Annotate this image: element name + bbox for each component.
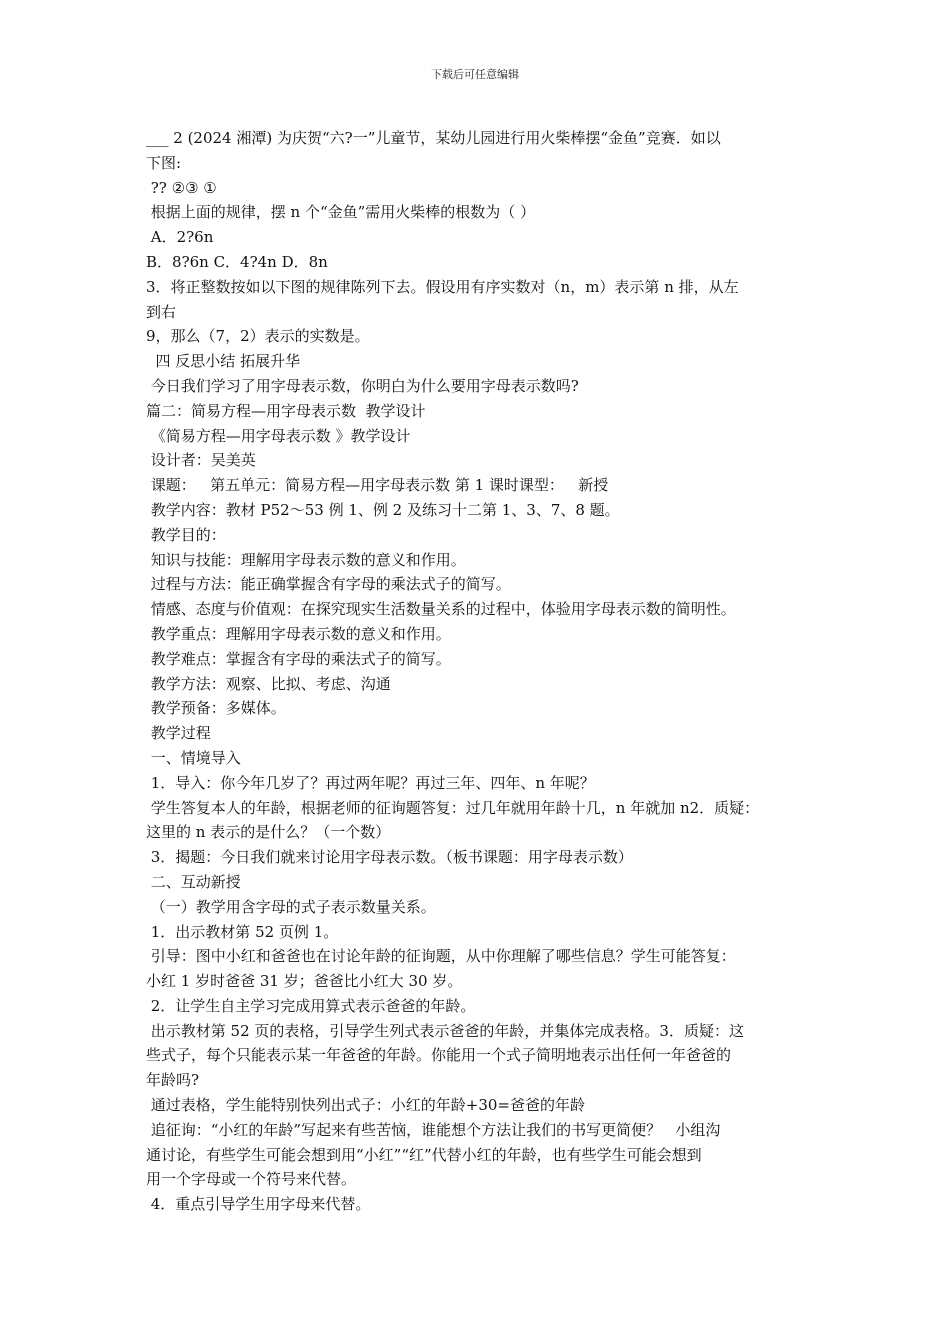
text-line: 追征询：“小红的年龄”写起来有些苦恼，谁能想个方法让我们的书写更简便？ 小组沟 — [146, 1120, 721, 1139]
text-line: 1．出示教材第 52 页例 1。 — [146, 922, 339, 941]
text-line: （一）教学用含字母的式子表示数量关系。 — [146, 897, 436, 916]
text-line: 1．导入：你今年几岁了？再过两年呢？再过三年、四年、n 年呢？ — [146, 773, 595, 792]
section-heading: 四 反思小结 拓展升华 — [146, 352, 301, 371]
text-line: A．2?6n — [146, 228, 214, 247]
text-line: 根据上面的规律，摆 n 个“金鱼”需用火柴棒的根数为（ ） — [146, 203, 536, 222]
section-heading: 二、互动新授 — [146, 872, 241, 891]
text-line: 课题： 第五单元：简易方程—用字母表示数 第 1 课时课型： 新授 — [146, 476, 609, 495]
text-line: 到右 — [146, 302, 177, 321]
section-heading: 教学过程 — [146, 724, 211, 743]
document-title: 《简易方程—用字母表示数 》教学设计 — [146, 426, 411, 445]
text-line: B．8?6n C．4?4n D．8n — [146, 252, 328, 271]
text-line: 教学目的： — [146, 525, 226, 544]
text-line: 些式子，每个只能表示某一年爸爸的年龄。你能用一个式子简明地表示出任何一年爸爸的 — [146, 1046, 732, 1065]
text-line: 出示教材第 52 页的表格，引导学生列式表示爸爸的年龄，并集体完成表格。3．质疑：这 — [146, 1021, 744, 1040]
text-line: 设计者：吴美英 — [146, 451, 256, 470]
text-line: 教学内容：教材 P52～53 例 1、例 2 及练习十二第 1、3、7、8 题。 — [146, 500, 620, 519]
text-line: 3．揭题：今日我们就来讨论用字母表示数。（板书课题：用字母表示数） — [146, 848, 633, 867]
text-line: 4．重点引导学生用字母来代替。 — [146, 1195, 371, 1214]
section-heading: 一、情境导入 — [146, 748, 241, 767]
document-body — [146, 126, 808, 1217]
text-line: ___ 2 (2024 湘潭) 为庆贺“六?一”儿童节，某幼儿园进行用火柴棒摆“金鱼”竞赛．如以 — [146, 129, 721, 147]
text-line: 小红 1 岁时爸爸 31 岁；爸爸比小红大 30 岁。 — [146, 972, 463, 991]
text-line: 2．让学生自主学习完成用算式表示爸爸的年龄。 — [146, 996, 476, 1015]
text-line: 3．将正整数按如以下图的规律陈列下去。假设用有序实数对（n，m）表示第 n 排，从左 — [146, 277, 739, 296]
text-line: 情感、态度与价值观：在探究现实生活数量关系的过程中，体验用字母表示数的简明性。 — [146, 600, 736, 619]
text-line: 教学方法：观察、比拟、考虑、沟通 — [146, 674, 391, 693]
text-line: 知识与技能：理解用字母表示数的意义和作用。 — [146, 550, 466, 569]
text-line: 年龄吗? — [146, 1071, 200, 1090]
text-line: 教学预备：多媒体。 — [146, 699, 286, 718]
text-line: 学生答复本人的年龄，根据老师的征询题答复：过几年就用年龄十几，n 年就加 n2．质疑： — [146, 798, 760, 817]
text-line: 通过表格，学生能特别快列出式子：小红的年龄+30=爸爸的年龄 — [146, 1096, 585, 1115]
text-line: 这里的 n 表示的是什么？（一个数） — [146, 823, 391, 842]
section-heading: 篇二：简易方程—用字母表示数 教学设计 — [146, 401, 426, 420]
text-line: 今日我们学习了用字母表示数，你明白为什么要用字母表示数吗? — [146, 376, 579, 395]
text-line: 过程与方法：能正确掌握含有字母的乘法式子的简写。 — [146, 575, 511, 594]
page-header: 下载后可任意编辑 — [431, 68, 519, 81]
text-line: 9，那么（7，2）表示的实数是。 — [146, 327, 370, 346]
text-line: 教学重点：理解用字母表示数的意义和作用。 — [146, 624, 451, 643]
text-line: 教学难点：掌握含有字母的乘法式子的简写。 — [146, 649, 451, 668]
text-line: 通讨论，有些学生可能会想到用“小红”“红”代替小红的年龄，也有些学生可能会想到 — [146, 1145, 702, 1164]
text-line: 用一个字母或一个符号来代替。 — [146, 1170, 357, 1189]
text-line: 引导：图中小红和爸爸也在讨论年龄的征询题，从中你理解了哪些信息？学生可能答复： — [146, 947, 736, 966]
text-line: ?? ②③ ① — [146, 178, 217, 197]
text-line: 下图: — [146, 153, 182, 172]
